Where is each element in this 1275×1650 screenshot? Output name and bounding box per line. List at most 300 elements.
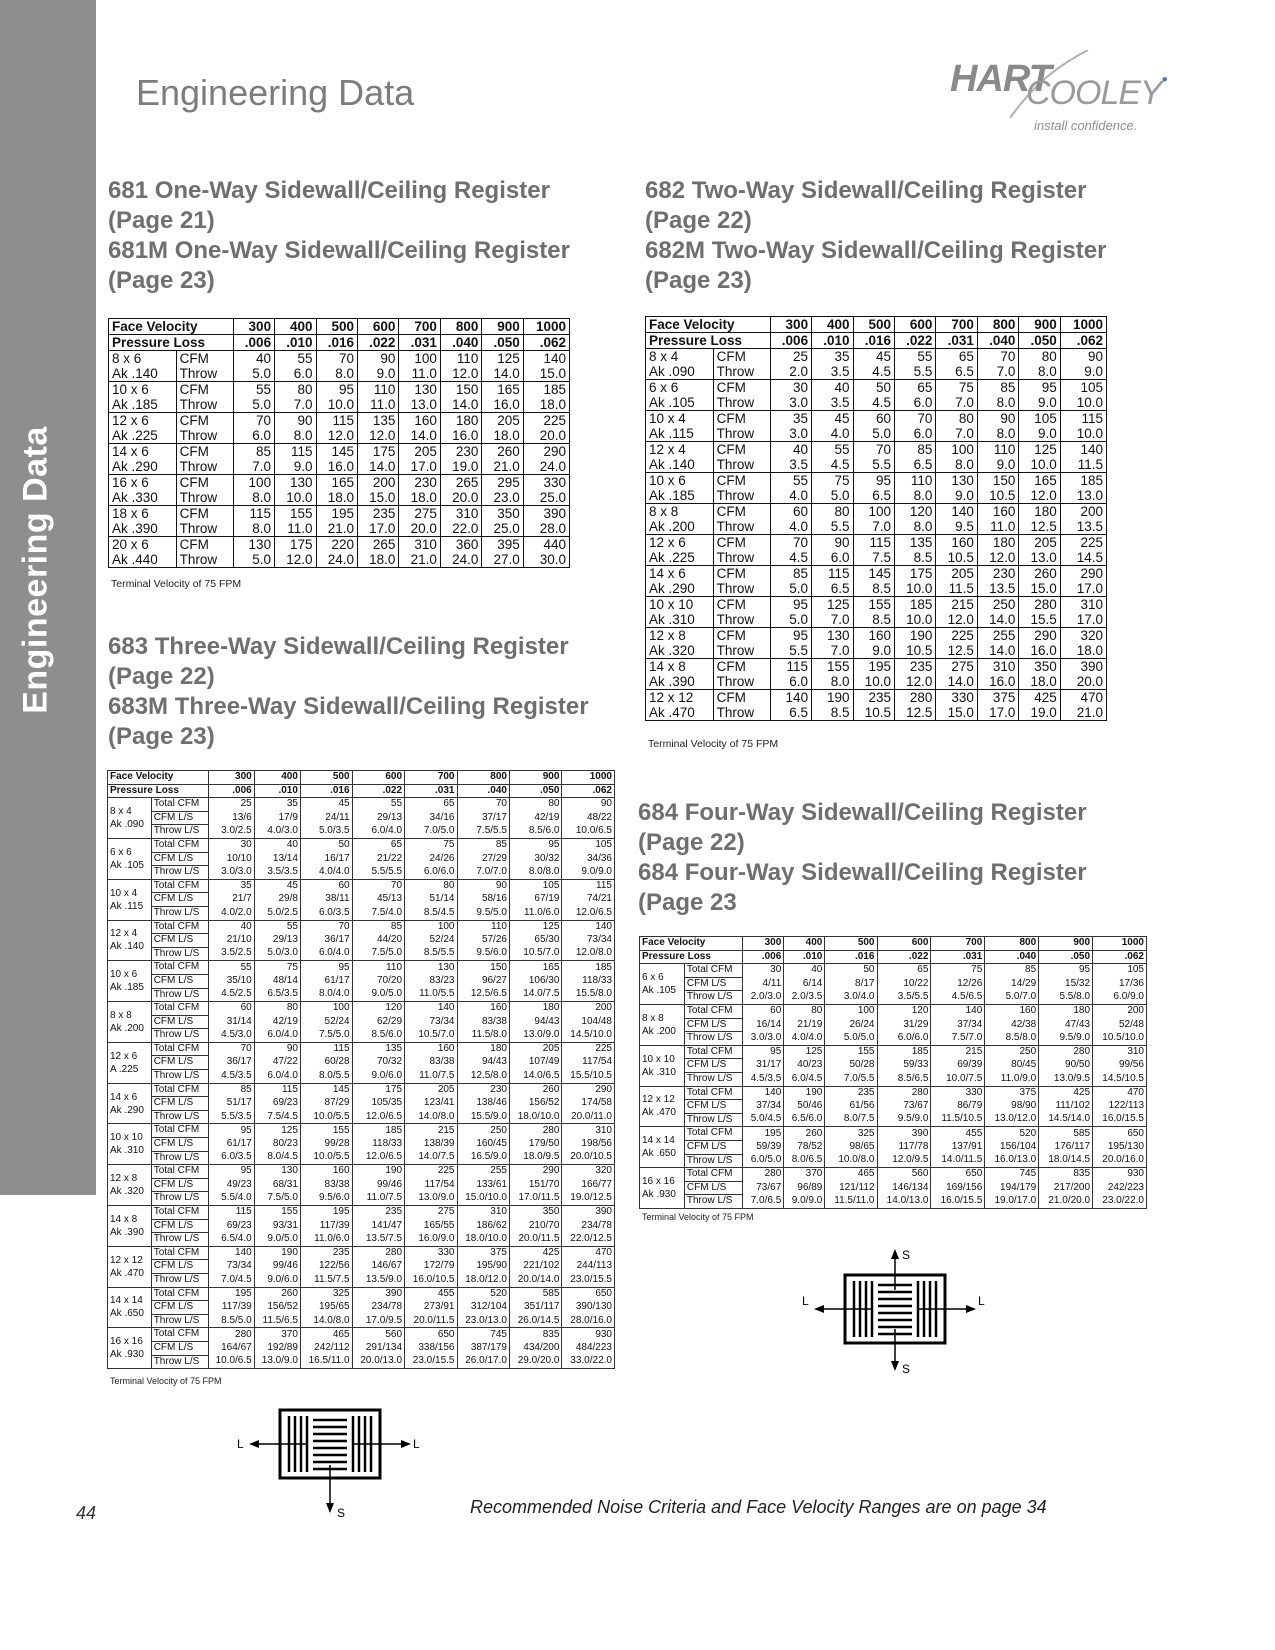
cfm-ls-value: 99/46 (254, 1260, 300, 1274)
total-cfm-value: 200 (562, 1002, 615, 1016)
pressure-loss-header: .010 (254, 784, 300, 798)
total-cfm-value: 160 (457, 1002, 509, 1016)
cfm-label: CFM (713, 597, 770, 613)
table-row (108, 1355, 615, 1369)
total-cfm-value: 165 (509, 961, 561, 975)
cfm-ls-value: 137/91 (931, 1140, 985, 1154)
throw-ls-value: 5.0/3.5 (300, 825, 352, 839)
table-row (108, 1070, 615, 1084)
throw-ls-value: 10.0/6.5 (208, 1355, 254, 1369)
register-ak: Ak .310 (642, 1066, 676, 1078)
cfm-ls-value: 67/19 (509, 893, 561, 907)
throw-ls-value: 5.5/4.0 (208, 1192, 254, 1206)
cfm-ls-value: 176/117 (1039, 1140, 1093, 1154)
table-row (646, 504, 1107, 520)
register-size: 12 x 4 (646, 442, 714, 458)
cfm-ls-value: 156/52 (254, 1301, 300, 1315)
throw-ls-value: 7.0/6.5 (743, 1195, 784, 1209)
register-size: 14 x 8 (646, 659, 714, 675)
total-cfm-value: 325 (300, 1287, 352, 1301)
cfm-ls-value: 14/29 (985, 977, 1039, 991)
cfm-ls-label: CFM L/S (151, 1341, 208, 1355)
throw-ls-value: 6.0/4.0 (254, 1070, 300, 1084)
cfm-value: 185 (523, 382, 569, 398)
cfm-ls-value: 105/35 (352, 1097, 404, 1111)
cfm-label: CFM (176, 537, 233, 553)
total-cfm-value: 60 (743, 1004, 784, 1018)
cfm-value: 470 (1060, 690, 1106, 706)
cfm-ls-value: 165/55 (405, 1219, 457, 1233)
throw-value: 14.0 (440, 397, 481, 413)
throw-ls-value: 3.5/2.5 (208, 947, 254, 961)
cfm-value: 95 (853, 473, 894, 489)
cfm-ls-value: 96/89 (784, 1181, 825, 1195)
total-cfm-label: Total CFM (151, 838, 208, 852)
total-cfm-value: 160 (985, 1004, 1039, 1018)
table-row (108, 1138, 615, 1152)
throw-value: 6.5 (853, 488, 894, 504)
register-ak: A .225 (110, 1063, 139, 1075)
cfm-ls-value: 69/23 (208, 1219, 254, 1233)
pressure-loss-header: .016 (316, 335, 357, 351)
total-cfm-value: 320 (562, 1165, 615, 1179)
register-ak: Ak .320 (110, 1186, 144, 1198)
throw-value: 17.0 (399, 459, 440, 475)
cfm-value: 40 (770, 442, 811, 458)
throw-ls-value: 9.0/5.0 (352, 988, 404, 1002)
throw-ls-value: 9.5/6.0 (300, 1192, 352, 1206)
throw-ls-value: 9.5/5.0 (457, 906, 509, 920)
table-row (108, 1233, 615, 1247)
cfm-value: 145 (316, 444, 357, 460)
total-cfm-value: 125 (254, 1124, 300, 1138)
register-size-ak (640, 1045, 685, 1086)
cfm-value: 260 (1019, 566, 1060, 582)
throw-label: Throw (713, 364, 770, 380)
total-cfm-value: 125 (509, 920, 561, 934)
table-row (108, 1029, 615, 1043)
throw-ls-value: 14.5/10.5 (1093, 1072, 1147, 1086)
throw-ls-value: 14.0/8.0 (300, 1314, 352, 1328)
total-cfm-value: 175 (352, 1083, 404, 1097)
cfm-value: 195 (316, 506, 357, 522)
total-cfm-value: 115 (300, 1042, 352, 1056)
throw-ls-value: 33.0/22.0 (562, 1355, 615, 1369)
throw-value: 18.0 (482, 428, 523, 444)
total-cfm-value: 25 (208, 798, 254, 812)
throw-ls-value: 6.0/4.0 (352, 825, 404, 839)
total-cfm-value: 350 (509, 1206, 561, 1220)
pressure-loss-header: .050 (482, 335, 523, 351)
table-row (640, 1018, 1147, 1032)
velocity-header: 800 (985, 937, 1039, 951)
cfm-ls-value: 90/50 (1039, 1059, 1093, 1073)
table-row (640, 1100, 1147, 1114)
cfm-ls-value: 98/90 (985, 1100, 1039, 1114)
pressure-loss-header: .050 (509, 784, 561, 798)
throw-ls-value: 6.0/6.0 (877, 1032, 931, 1046)
velocity-header: 800 (977, 317, 1018, 333)
throw-value: 23.0 (482, 490, 523, 506)
throw-ls-value: 11.5/6.5 (254, 1314, 300, 1328)
cfm-ls-value: 21/22 (352, 852, 404, 866)
face-velocity-label: Face Velocity (108, 771, 209, 785)
throw-ls-value: 9.0/9.0 (784, 1195, 825, 1209)
register-size-ak (108, 879, 152, 920)
throw-value: 22.0 (440, 521, 481, 537)
throw-ls-value: 7.5/4.0 (352, 906, 404, 920)
total-cfm-value: 930 (562, 1328, 615, 1342)
footer-note: Recommended Noise Criteria and Face Velocity Ranges are on page 34 (470, 1497, 1047, 1517)
throw-ls-value: 20.0/11.0 (562, 1110, 615, 1124)
cfm-ls-value: 4/11 (743, 977, 784, 991)
cfm-value: 225 (1060, 535, 1106, 551)
cfm-ls-value: 138/39 (405, 1138, 457, 1152)
pressure-loss-header: .062 (523, 335, 569, 351)
cfm-ls-value: 29/8 (254, 893, 300, 907)
cfm-ls-value: 83/38 (405, 1056, 457, 1070)
throw-ls-value: 11.0/6.0 (509, 906, 561, 920)
total-cfm-label: Total CFM (151, 1002, 208, 1016)
register-ak: Ak .470 (646, 705, 714, 721)
cfm-ls-value: 52/24 (300, 1015, 352, 1029)
cfm-value: 115 (853, 535, 894, 551)
cfm-value: 110 (977, 442, 1018, 458)
register-size: 6 x 6 (642, 972, 664, 984)
cfm-value: 160 (853, 628, 894, 644)
cfm-ls-value: 118/33 (562, 974, 615, 988)
throw-ls-value: 7.0/7.0 (457, 866, 509, 880)
velocity-header: 900 (1019, 317, 1060, 333)
cfm-ls-value: 40/23 (784, 1059, 825, 1073)
table-row (640, 977, 1147, 991)
cfm-ls-value: 141/47 (352, 1219, 404, 1233)
throw-ls-value: 9.0/5.0 (254, 1233, 300, 1247)
table-row (646, 519, 1107, 535)
total-cfm-value: 260 (254, 1287, 300, 1301)
cfm-ls-value: 10/22 (877, 977, 931, 991)
throw-value: 6.0 (233, 428, 274, 444)
total-cfm-value: 130 (405, 961, 457, 975)
pressure-loss-header: .016 (825, 950, 877, 964)
throw-ls-value: 12.0/6.5 (352, 1151, 404, 1165)
throw-ls-value: 8.5/6.0 (352, 1029, 404, 1043)
throw-ls-value: 9.5/9.0 (1039, 1032, 1093, 1046)
total-cfm-label: Total CFM (684, 1168, 742, 1182)
total-cfm-value: 95 (208, 1124, 254, 1138)
cfm-value: 95 (1019, 380, 1060, 396)
cfm-ls-value: 37/34 (931, 1018, 985, 1032)
total-cfm-label: Total CFM (684, 1004, 742, 1018)
cfm-value: 175 (894, 566, 935, 582)
throw-ls-value: 13.5/9.0 (352, 1273, 404, 1287)
total-cfm-value: 235 (825, 1086, 877, 1100)
cfm-value: 290 (1019, 628, 1060, 644)
total-cfm-value: 60 (208, 1002, 254, 1016)
register-size: 10 x 10 (642, 1053, 675, 1065)
throw-value: 8.0 (1019, 364, 1060, 380)
pressure-loss-header: .031 (399, 335, 440, 351)
total-cfm-value: 115 (254, 1083, 300, 1097)
page-title: Engineering Data (136, 72, 415, 113)
cfm-value: 115 (316, 413, 357, 429)
cfm-ls-value: 210/70 (509, 1219, 561, 1233)
table-row (646, 473, 1107, 489)
total-cfm-value: 310 (1093, 1045, 1147, 1059)
throw-label: Throw (713, 488, 770, 504)
cfm-value: 290 (523, 444, 569, 460)
cfm-ls-value: 68/31 (254, 1178, 300, 1192)
cfm-ls-value: 179/50 (509, 1138, 561, 1152)
total-cfm-value: 375 (985, 1086, 1039, 1100)
throw-ls-value: 11.0/7.5 (405, 1070, 457, 1084)
total-cfm-value: 65 (352, 838, 404, 852)
total-cfm-value: 140 (405, 1002, 457, 1016)
table-row (640, 1113, 1147, 1127)
table-row (108, 1246, 615, 1260)
throw-value: 18.0 (523, 397, 569, 413)
register-size: 12 x 6 (110, 1050, 138, 1062)
throw-ls-value: 18.0/10.0 (457, 1233, 509, 1247)
pressure-loss-label: Pressure Loss (640, 950, 743, 964)
cfm-ls-value: 21/7 (208, 893, 254, 907)
cfm-ls-value: 61/17 (208, 1138, 254, 1152)
cfm-ls-value: 351/117 (509, 1301, 561, 1315)
cfm-ls-value: 29/13 (352, 811, 404, 825)
throw-ls-label: Throw L/S (151, 1233, 208, 1247)
throw-value: 4.0 (770, 488, 811, 504)
throw-value: 18.0 (316, 490, 357, 506)
cfm-value: 310 (1060, 597, 1106, 613)
throw-ls-value: 14.0/13.0 (877, 1195, 931, 1209)
throw-ls-value: 8.5/6.5 (877, 1072, 931, 1086)
cfm-value: 260 (482, 444, 523, 460)
table-row (109, 444, 570, 460)
throw-ls-label: Throw L/S (151, 1273, 208, 1287)
cfm-label: CFM (713, 349, 770, 365)
register-size: 12 x 12 (110, 1254, 143, 1266)
throw-ls-value: 4.0/4.0 (300, 866, 352, 880)
throw-ls-value: 14.0/8.0 (405, 1110, 457, 1124)
registered-mark-icon: ● (1161, 74, 1167, 85)
cfm-value: 90 (812, 535, 853, 551)
throw-value: 8.0 (233, 490, 274, 506)
cfm-ls-value: 73/34 (405, 1015, 457, 1029)
pressure-loss-header: .016 (853, 333, 894, 349)
register-size: 8 x 8 (642, 1012, 664, 1024)
total-cfm-value: 185 (352, 1124, 404, 1138)
cfm-value: 150 (977, 473, 1018, 489)
throw-ls-value: 11.5/7.5 (300, 1273, 352, 1287)
throw-value: 11.0 (275, 521, 316, 537)
register-ak: Ak .290 (110, 1104, 144, 1116)
register-size: 16 x 16 (110, 1336, 143, 1348)
throw-value: 13.0 (1019, 550, 1060, 566)
table-row (109, 413, 570, 429)
throw-ls-value: 7.5/5.0 (254, 1192, 300, 1206)
cfm-value: 55 (233, 382, 274, 398)
pressure-loss-header: .040 (440, 335, 481, 351)
cfm-ls-value: 61/56 (825, 1100, 877, 1114)
throw-ls-value: 16.0/15.5 (1093, 1113, 1147, 1127)
cfm-value: 310 (977, 659, 1018, 675)
cfm-ls-label: CFM L/S (684, 1059, 742, 1073)
total-cfm-value: 50 (825, 964, 877, 978)
cfm-ls-label: CFM L/S (151, 1056, 208, 1070)
cfm-ls-value: 62/29 (352, 1015, 404, 1029)
cfm-value: 180 (440, 413, 481, 429)
throw-label: Throw (176, 366, 233, 382)
cfm-value: 115 (233, 506, 274, 522)
cfm-ls-value: 42/19 (509, 811, 561, 825)
throw-value: 10.0 (275, 490, 316, 506)
throw-value: 19.0 (440, 459, 481, 475)
register-size: 14 x 8 (110, 1213, 138, 1225)
cfm-value: 95 (770, 597, 811, 613)
cfm-value: 25 (770, 349, 811, 365)
table-row (640, 1168, 1147, 1182)
throw-ls-value: 19.0/17.0 (985, 1195, 1039, 1209)
velocity-header: 500 (300, 771, 352, 785)
throw-value: 7.0 (812, 612, 853, 628)
throw-value: 5.5 (812, 519, 853, 535)
register-ak: Ak .185 (109, 397, 177, 413)
cfm-label: CFM (176, 413, 233, 429)
cfm-ls-value: 48/14 (254, 974, 300, 988)
terminal-note-683: Terminal Velocity of 75 FPM (110, 1376, 222, 1386)
total-cfm-value: 190 (784, 1086, 825, 1100)
register-size: 12 x 4 (110, 928, 138, 940)
hart-cooley-logo (950, 50, 1167, 140)
register-ak: Ak .115 (646, 426, 714, 442)
table-row (108, 1110, 615, 1124)
cfm-ls-label: CFM L/S (151, 934, 208, 948)
cfm-ls-value: 73/34 (562, 934, 615, 948)
total-cfm-value: 75 (254, 961, 300, 975)
table-row (108, 1056, 615, 1070)
throw-ls-value: 12.5/8.0 (457, 1070, 509, 1084)
throw-value: 18.0 (1060, 643, 1106, 659)
throw-value: 28.0 (523, 521, 569, 537)
total-cfm-value: 80 (254, 1002, 300, 1016)
velocity-header: 600 (352, 771, 404, 785)
throw-ls-value: 14.0/7.5 (405, 1151, 457, 1165)
throw-ls-value: 29.0/20.0 (509, 1355, 561, 1369)
throw-value: 4.0 (770, 519, 811, 535)
svg-text:S: S (902, 1248, 911, 1262)
table-row (646, 364, 1107, 380)
throw-ls-value: 13.0/9.0 (254, 1355, 300, 1369)
table-row (640, 1195, 1147, 1209)
cfm-label: CFM (713, 566, 770, 582)
register-size: 14 x 14 (110, 1295, 143, 1307)
cfm-ls-value: 31/17 (743, 1059, 784, 1073)
cfm-value: 200 (357, 475, 398, 491)
pressure-loss-header: .062 (1093, 950, 1147, 964)
throw-value: 2.0 (770, 364, 811, 380)
table-row (108, 1083, 615, 1097)
cfm-ls-value: 37/17 (457, 811, 509, 825)
register-ak: Ak .200 (646, 519, 714, 535)
cfm-ls-value: 45/13 (352, 893, 404, 907)
total-cfm-value: 195 (208, 1287, 254, 1301)
four-way-airflow-diagram-icon (800, 1245, 990, 1380)
throw-value: 16.0 (316, 459, 357, 475)
total-cfm-value: 140 (931, 1004, 985, 1018)
total-cfm-value: 280 (1039, 1045, 1093, 1059)
cfm-ls-value: 36/17 (300, 934, 352, 948)
throw-value: 16.0 (440, 428, 481, 444)
total-cfm-value: 280 (877, 1086, 931, 1100)
table-row (109, 351, 570, 367)
throw-value: 19.0 (1019, 705, 1060, 721)
pressure-loss-label: Pressure Loss (108, 784, 209, 798)
throw-value: 14.0 (399, 428, 440, 444)
cfm-ls-value: 111/102 (1039, 1100, 1093, 1114)
total-cfm-value: 55 (254, 920, 300, 934)
cfm-ls-value: 192/89 (254, 1341, 300, 1355)
throw-value: 21.0 (316, 521, 357, 537)
throw-value: 17.0 (1060, 612, 1106, 628)
total-cfm-value: 95 (743, 1045, 784, 1059)
pressure-loss-header: .022 (894, 333, 935, 349)
throw-ls-value: 9.5/9.0 (877, 1113, 931, 1127)
cfm-value: 440 (523, 537, 569, 553)
throw-value: 11.0 (977, 519, 1018, 535)
header-row-velocity (646, 317, 1107, 333)
throw-ls-value: 28.0/16.0 (562, 1314, 615, 1328)
cfm-ls-label: CFM L/S (684, 977, 742, 991)
table-row (640, 964, 1147, 978)
cfm-value: 165 (316, 475, 357, 491)
cfm-ls-value: 13/14 (254, 852, 300, 866)
throw-value: 27.0 (482, 552, 523, 568)
pressure-loss-header: .006 (743, 950, 784, 964)
total-cfm-value: 95 (1039, 964, 1093, 978)
register-ak: Ak .290 (646, 581, 714, 597)
table-row (108, 974, 615, 988)
register-ak: Ak .105 (642, 985, 676, 997)
total-cfm-value: 280 (208, 1328, 254, 1342)
throw-value: 25.0 (523, 490, 569, 506)
cfm-ls-value: 234/78 (562, 1219, 615, 1233)
cfm-ls-value: 36/17 (208, 1056, 254, 1070)
throw-value: 14.0 (357, 459, 398, 475)
velocity-header: 400 (254, 771, 300, 785)
cfm-value: 115 (1060, 411, 1106, 427)
throw-ls-value: 10.0/6.5 (562, 825, 615, 839)
total-cfm-value: 255 (457, 1165, 509, 1179)
total-cfm-value: 290 (509, 1165, 561, 1179)
total-cfm-value: 225 (562, 1042, 615, 1056)
cfm-ls-value: 12/26 (931, 977, 985, 991)
velocity-header: 800 (440, 319, 481, 335)
total-cfm-value: 45 (300, 798, 352, 812)
throw-value: 6.5 (812, 581, 853, 597)
cfm-value: 280 (894, 690, 935, 706)
throw-value: 3.5 (770, 457, 811, 473)
register-ak: Ak .330 (109, 490, 177, 506)
total-cfm-value: 85 (457, 838, 509, 852)
table-row (640, 991, 1147, 1005)
table-row (646, 659, 1107, 675)
throw-ls-label: Throw L/S (151, 1110, 208, 1124)
cfm-ls-value: 51/17 (208, 1097, 254, 1111)
table-row (108, 947, 615, 961)
register-size: 6 x 6 (110, 846, 132, 858)
throw-ls-value: 6.0/9.0 (1093, 991, 1147, 1005)
total-cfm-label: Total CFM (151, 1165, 208, 1179)
